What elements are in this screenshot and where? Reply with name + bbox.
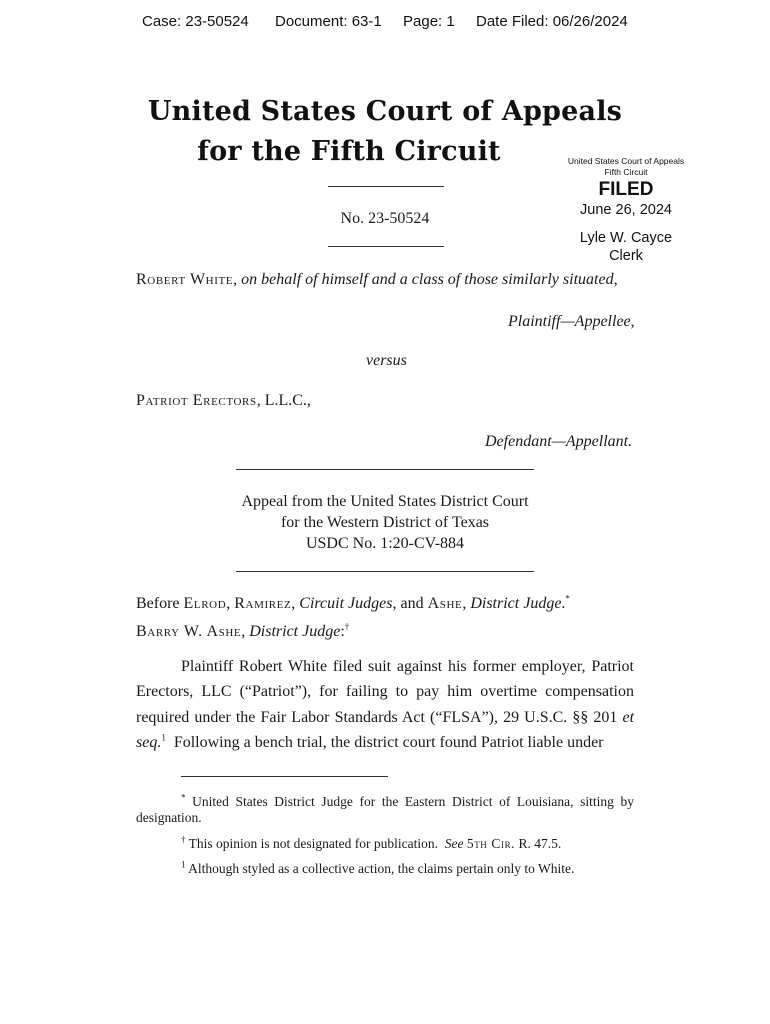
footnote-star: * United States District Judge for the Eastern District of Louisiana, sitting by designation. — [136, 792, 634, 825]
judge-elrod: Elrod — [183, 595, 227, 612]
judge-ashe: Ashe — [427, 595, 463, 612]
appeal-line1: Appeal from the United States District Court — [241, 493, 529, 510]
footnote-marker: 1 — [161, 732, 166, 743]
footnote-marker: * — [565, 593, 570, 604]
opinion-paragraph: Plaintiff Robert White filed suit against his former employer, Patriot Erectors, LLC (“Patriot”), for failing to pay him overtime compensation required under the Fair Labor Standards Act (“FLSA”), 29 U.S.C. §§ 201 et seq.$^1$ Following a bench trial, the district court found Patriot liable under — [136, 658, 635, 751]
author-line: Barry W. Ashe, District Judge:† — [136, 621, 350, 640]
date-filed-header: Date Filed: 06/26/2024 — [476, 13, 628, 30]
page-number-header: Page: 1 — [403, 13, 455, 30]
divider — [328, 246, 444, 247]
defendant-line — [136, 392, 311, 410]
footnote-marker: † — [344, 621, 350, 632]
defendant-role: Defendant—Appellant. — [485, 433, 633, 450]
stamp-clerk-name: Lyle W. Cayce — [579, 230, 673, 246]
stamp-filed: FILED — [598, 179, 654, 200]
panel-line: Before Elrod, Ramirez, Circuit Judges, and Ashe, District Judge.* — [136, 593, 570, 612]
appeal-line2: for the Western District of Texas — [280, 514, 490, 531]
footnote-dagger: † This opinion is not designated for publication. See 5th Cir. R. 47.5. — [181, 834, 562, 851]
defendant-suffix: , L.L.C., — [256, 392, 311, 409]
plaintiff-name: Robert White — [136, 271, 234, 288]
stamp-court: United States Court of Appeals — [567, 156, 685, 166]
docket-number: No. 23-50524 — [340, 210, 430, 227]
author-name: Barry W. Ashe — [136, 623, 242, 640]
court-title-line2: for the Fifth Circuit — [197, 136, 501, 167]
footnote-divider — [181, 776, 388, 777]
plaintiff-line: Robert White, on behalf of himself and a class of those similarly situated, — [136, 271, 618, 288]
court-title-line1: United States Court of Appeals — [147, 96, 623, 127]
plaintiff-role: Plaintiff—Appellee, — [508, 313, 635, 330]
stamp-clerk-title: Clerk — [609, 248, 643, 264]
divider — [236, 571, 534, 572]
case-number-header: Case: 23-50524 — [142, 13, 249, 30]
stamp-date: June 26, 2024 — [580, 202, 672, 218]
divider — [328, 186, 444, 187]
judge-ramirez: Ramirez — [234, 595, 292, 612]
defendant-name: Patriot Erectors — [136, 392, 257, 409]
footnote-1: $^1$ Although styled as a collective action, the claims pertain only to White. — [181, 859, 575, 876]
appeal-line3: USDC No. 1:20-CV-884 — [305, 535, 465, 552]
stamp-circuit: Fifth Circuit — [604, 167, 648, 177]
plaintiff-description: on behalf of himself and a class of those similarly situated — [241, 271, 614, 288]
versus: versus — [366, 352, 407, 369]
document-number-header: Document: 63-1 — [275, 13, 382, 30]
divider — [236, 469, 534, 470]
